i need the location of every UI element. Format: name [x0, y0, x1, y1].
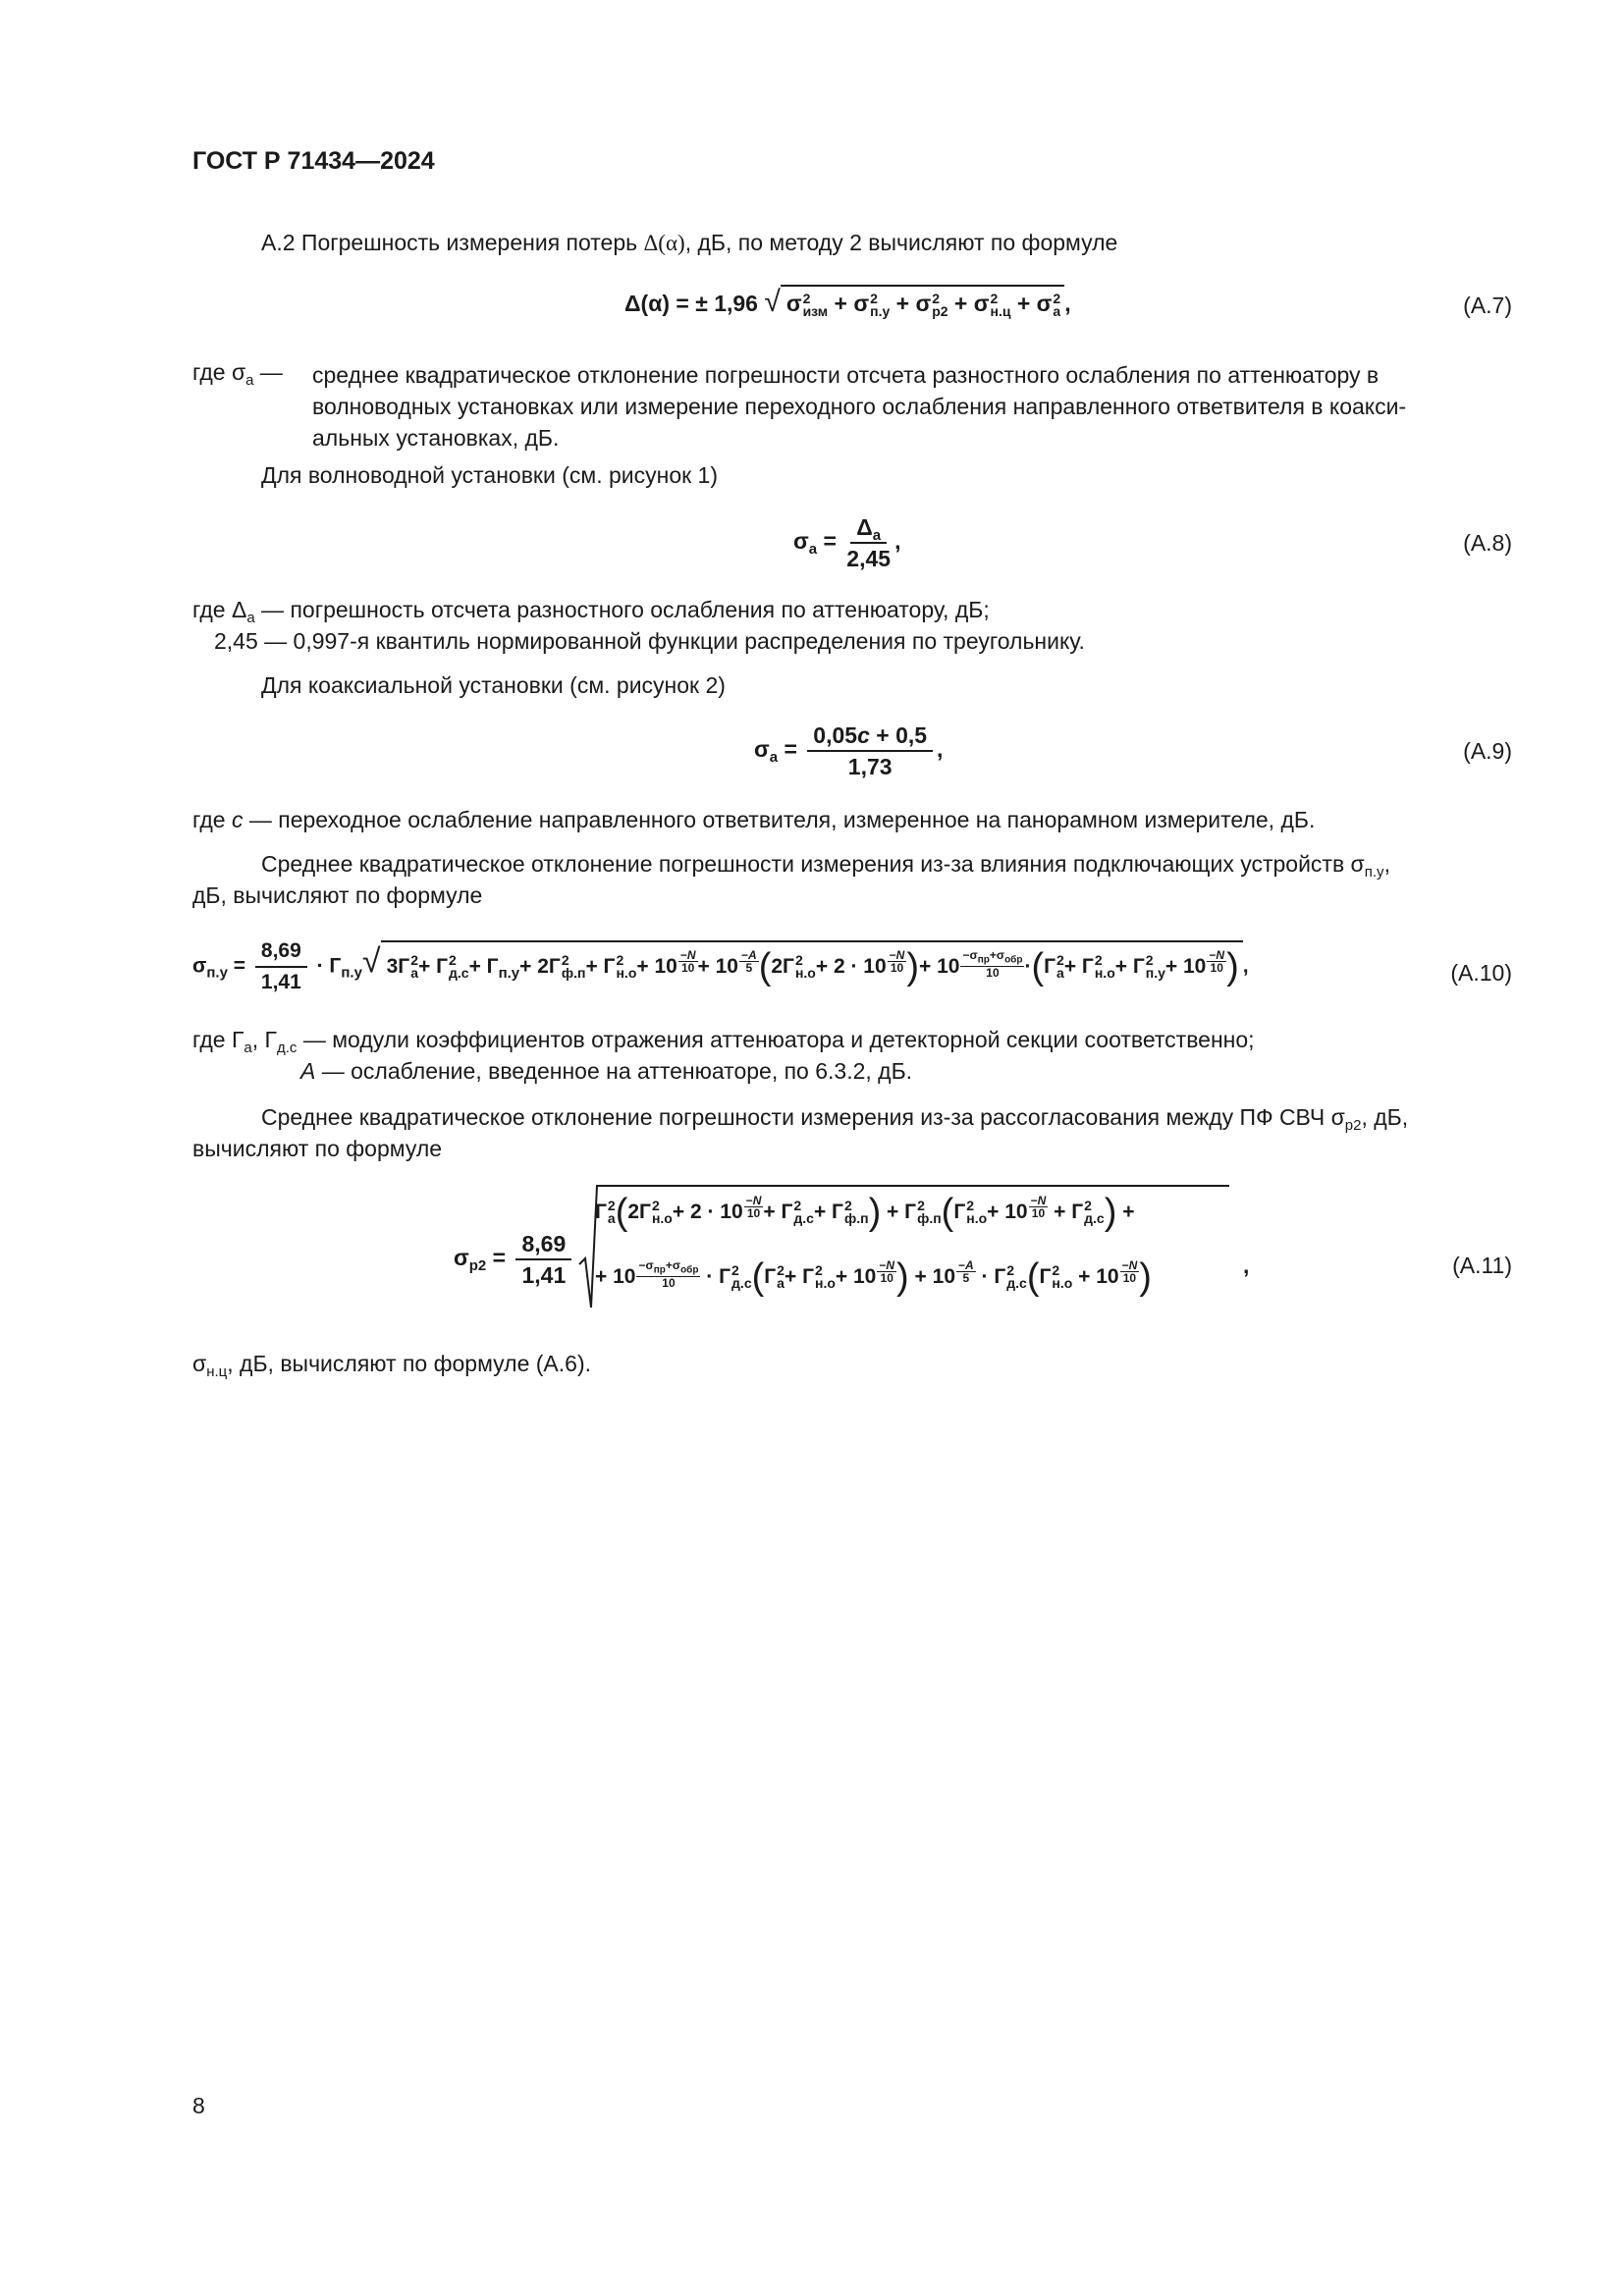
document-header: ГОСТ Р 71434—2024 — [192, 147, 435, 175]
formula-a11-comma: , — [1243, 1253, 1250, 1278]
equation-label-a7: (А.7) — [1463, 293, 1512, 318]
paragraph-sigma-py-l1: Среднее квадратическое отклонение погрешности измерения из-за влияния подключающих устройств $\sigma_{п.у}$, — [261, 851, 1390, 881]
definition-gamma: где $Г_а$, $Г_{д.с}$ — модули коэффициентов отражения аттенюатора и детекторной секции соответственно; — [192, 1027, 1255, 1056]
definition-2-45: 2,45 — 0,997-я квантиль нормированной функции распределения по треугольнику. — [214, 628, 1085, 654]
paragraph-last: $\sigma_{н.ц}$, дБ, вычисляют по формуле (А.6). — [192, 1351, 591, 1380]
formula-a9: $\sigma_а$ = $\frac{0,05c + 0,5}{1,73}$ , — [754, 722, 944, 779]
formula-a11-line1: Г 2 а (2Г 2 н.о + 2 · 10 $\frac{-N}{10}$ + Г 2 д.с + Г 2 ф.п ) + Г 2 ф.п (Г 2 н.о + 10 $\frac{-N}{10}$ + Г 2 д.с ) + — [595, 1192, 1135, 1233]
paragraph-a2: А.2 Погрешность измерения потерь Δ(α), дБ, по методу 2 вычисляют по формуле — [261, 230, 1118, 255]
equation-label-a10: (А.10) — [1450, 960, 1512, 986]
paragraph-sigma-p2-l2: вычисляют по формуле — [192, 1136, 443, 1161]
paragraph-coax: Для коаксиальной установки (см. рисунок 2) — [261, 672, 726, 698]
definition-delta-a: где $\Delta_а$ — погрешность отсчета разностного ослабления по аттенюатору, дБ; — [192, 597, 990, 626]
formula-a11-line2: + 10 $-\sigma_{пр}+\sigma_{обр}$ 10 · Г 2 д.с (Г 2 а + Г 2 н.о + 10 $\frac{-N}{10}$ ) + 10 $\frac{-A}{5}$ · Г 2 д.с (Г 2 н.о + 10 $\frac{-N}{10}$ ) — [595, 1256, 1152, 1298]
formula-a7: Δ(α) = ± 1,96 √ σ 2 изм + σ 2 п.у + σ 2 р2 + σ 2 н.ц + σ 2 а , — [624, 286, 1071, 319]
equation-label-a11: (А.11) — [1452, 1253, 1512, 1278]
definition-A: A — ослабление, введенное на аттенюаторе, по 6.3.2, дБ. — [300, 1058, 913, 1084]
formula-a11-lhs: $\sigma_{р2}$ = $\frac{8,69}{1,41}$ — [454, 1231, 575, 1288]
definition-sigma-a-term: где $\sigma_а$ — — [192, 359, 283, 389]
definition-sigma-a-text: среднее квадратическое отклонение погрешности отсчета разностного ослабления по аттенюатору в волноводных установках или измерение переходного ослабления направленного ответвителя в коакси- альных установках, дБ. — [312, 362, 1407, 451]
definition-c: где c — переходное ослабление направленного ответвителя, измеренное на панорамном измерителе, дБ. — [192, 807, 1316, 832]
paragraph-sigma-p2-l1: Среднее квадратическое отклонение погрешности измерения из-за рассогласования между ПФ СВЧ $\sigma_{р2}$, дБ, — [261, 1104, 1409, 1134]
paragraph-waveguide: Для волноводной установки (см. рисунок 1) — [261, 462, 719, 488]
paragraph-sigma-py-l2: дБ, вычисляют по формуле — [192, 882, 483, 908]
formula-a8: $\sigma_а$ = $\frac{\Delta_а}{2,45}$ , — [793, 514, 901, 571]
equation-label-a8: (А.8) — [1463, 530, 1512, 556]
formula-a10: $\sigma_{п.у}$ = $\frac{8,69}{1,41}$ · $Г_{п.у}√$ 3Г 2 а + Г 2 д.с + $Г_{п.у}+ 2Г$ 2 ф.п + Г 2 н.о + 10 $\frac{-N}{10}$ + 10 $\frac{-A}{5}$ (2Г 2 н.о + 2 · 10 $\frac{-N}{10}$ )+ 10 $-\sigma_{пр}+\sigma_{обр}$ 10 ·(Г 2 а + Г 2 н.о + Г 2 п.у + 10 $\frac{-N}{10}$ ) , — [192, 939, 1249, 993]
page-number: 8 — [192, 2093, 205, 2118]
equation-label-a9: (А.9) — [1463, 738, 1512, 764]
